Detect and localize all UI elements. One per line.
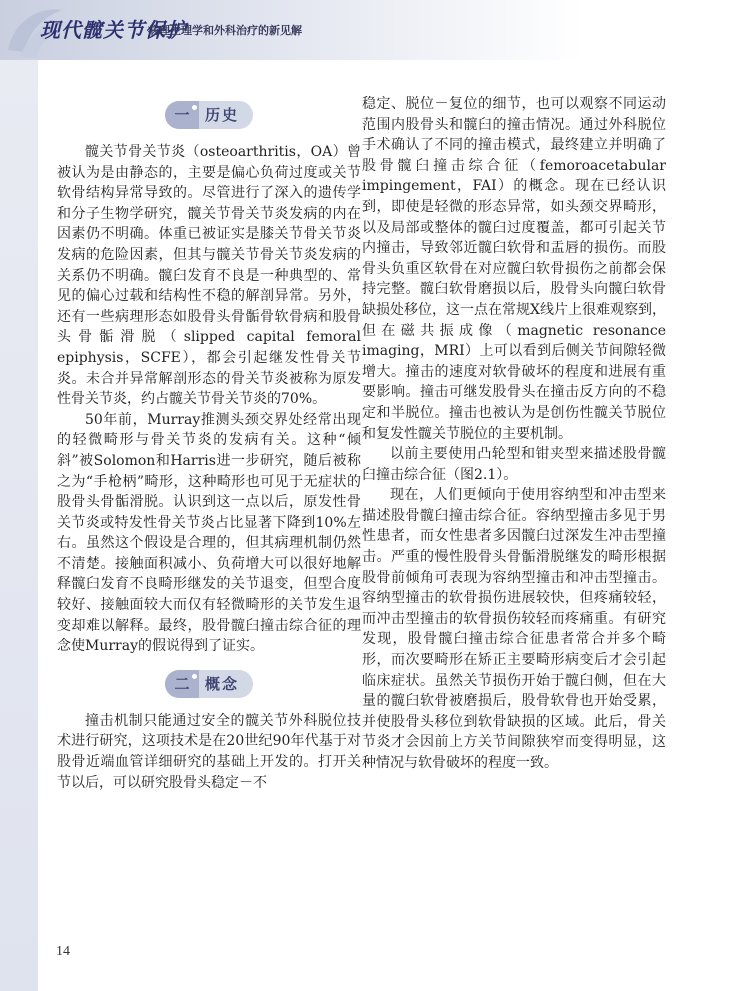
body-paragraph: 以前主要使用凸轮型和钳夹型来描述股骨髋臼撞击综合征（图2.1）。 xyxy=(362,446,666,483)
right-column xyxy=(362,94,666,774)
left-column xyxy=(57,96,361,793)
book-subtitle: 病理生理学和外科治疗的新见解 xyxy=(148,24,302,37)
body-paragraph: 髋关节骨关节炎（osteoarthritis，OA）曾被认为是由静态的，主要是偏心负荷过度或关节软骨结构异常导致的。尽管进行了深入的遗传学和分子生物学研究，髋关节骨关节炎发病的内在因素仍不明确。体重已被证实是膝关节骨关节炎发病的危险因素，但其与髋关节骨关节炎发病的关系仍不明确。髋臼发育不良是一种典型的、常见的偏心过载和结构性不稳的解剖异常。另外，还有一些病理形态如股骨头骨骺骨软骨病和股骨头骨骺滑脱（slipped capital femoral epiphysis，SCFE），都会引起继发性骨关节炎。未合并异常解剖形态的骨关节炎被称为原发性骨关节炎，约占髋关节骨关节炎的70%。 xyxy=(57,144,361,408)
page-number: 14 xyxy=(56,944,70,959)
left-margin-bar xyxy=(0,60,38,991)
body-paragraph-continued: 稳定、脱位－复位的细节，也可以观察不同运动范围内股骨头和髋臼的撞击情况。通过外科脱位手术确认了不同的撞击模式，最终建立并明确了股骨髋臼撞击综合征（femoroacetabular impingement，FAI）的概念。现在已经认识到，即使是轻微的形态异常，如头颈交界畸形，以及局部或整体的髋臼过度覆盖，都可引起关节内撞击，导致邻近髋臼软骨和盂唇的损伤。而股骨头负重区软骨在对应髋臼软骨损伤之前都会保持完整。髋臼软骨磨损以后，股骨头向髋臼软骨缺损处移位，这一点在常规X线片上很难观察到，但在磁共振成像（magnetic resonance imaging，MRI）上可以看到后侧关节间隙轻微增大。撞击的速度对软骨破坏的程度和进展有重要影响。撞击可继发股骨头在撞击反方向的不稳定和半脱位。撞击也被认为是创伤性髋关节脱位和复发性髋关节脱位的主要机制。 xyxy=(362,96,666,442)
section-heading-concept xyxy=(57,667,361,701)
body-paragraph: 撞击机制只能通过安全的髋关节外科脱位技术进行研究，这项技术是在20世纪90年代基于对股骨近端血管详细研究的基础上开发的。打开关节以后，可以研究股骨头稳定－不 xyxy=(57,712,361,791)
body-paragraph: 现在，人们更倾向于使用容纳型和冲击型来描述股骨髋臼撞击综合征。容纳型撞击多见于男性患者，而女性患者多因髋臼过深发生冲击型撞击。严重的慢性股骨头骨骺滑脱继发的畸形根据股骨前倾角可表现为容纳型撞击和冲击型撞击。容纳型撞击的软骨损伤进展较快，但疼痛较轻，而冲击型撞击的软骨损伤较轻而疼痛重。有研究发现，股骨髋臼撞击综合征患者常合并多个畸形，而次要畸形在矫正主要畸形病变后才会引起临床症状。虽然关节损伤开始于髋臼侧，但在大量的髋臼软骨被磨损后，股骨软骨也开始受累，并使股骨头移位到软骨缺损的区域。此后，骨关节炎才会因前上方关节间隙狭窄而变得明显，这种情况与软骨破坏的程度一致。 xyxy=(362,487,666,771)
book-title: 现代髋关节保护 xyxy=(40,18,187,42)
running-header xyxy=(0,0,730,60)
section-title: 历史 xyxy=(204,105,239,124)
section-badge xyxy=(165,670,253,698)
section-number: 二 xyxy=(165,670,199,698)
section-badge xyxy=(165,101,253,129)
section-title: 概念 xyxy=(204,674,239,693)
body-paragraph: 50年前，Murray推测头颈交界处经常出现的轻微畸形与骨关节炎的发病有关。这种“倾斜”被Solomon和Harris进一步研究，随后被称之为“手枪柄”畸形，这种畸形也可见于无症状的股骨头骨骺滑脱。认识到这一点以后，原发性骨关节炎或特发性骨关节炎占比显著下降到10%左右。虽然这个假设是合理的，但其病理机制仍然不清楚。接触面积减小、负荷增大可以很好地解释髋臼发育不良畸形继发的关节退变，但型合度较好、接触面较大而仅有轻微畸形的关节发生退变却难以解释。最终，股骨髋臼撞击综合征的理念使Murray的假说得到了证实。 xyxy=(57,411,361,655)
section-number: 一 xyxy=(165,101,199,129)
section-heading-history xyxy=(57,98,361,132)
